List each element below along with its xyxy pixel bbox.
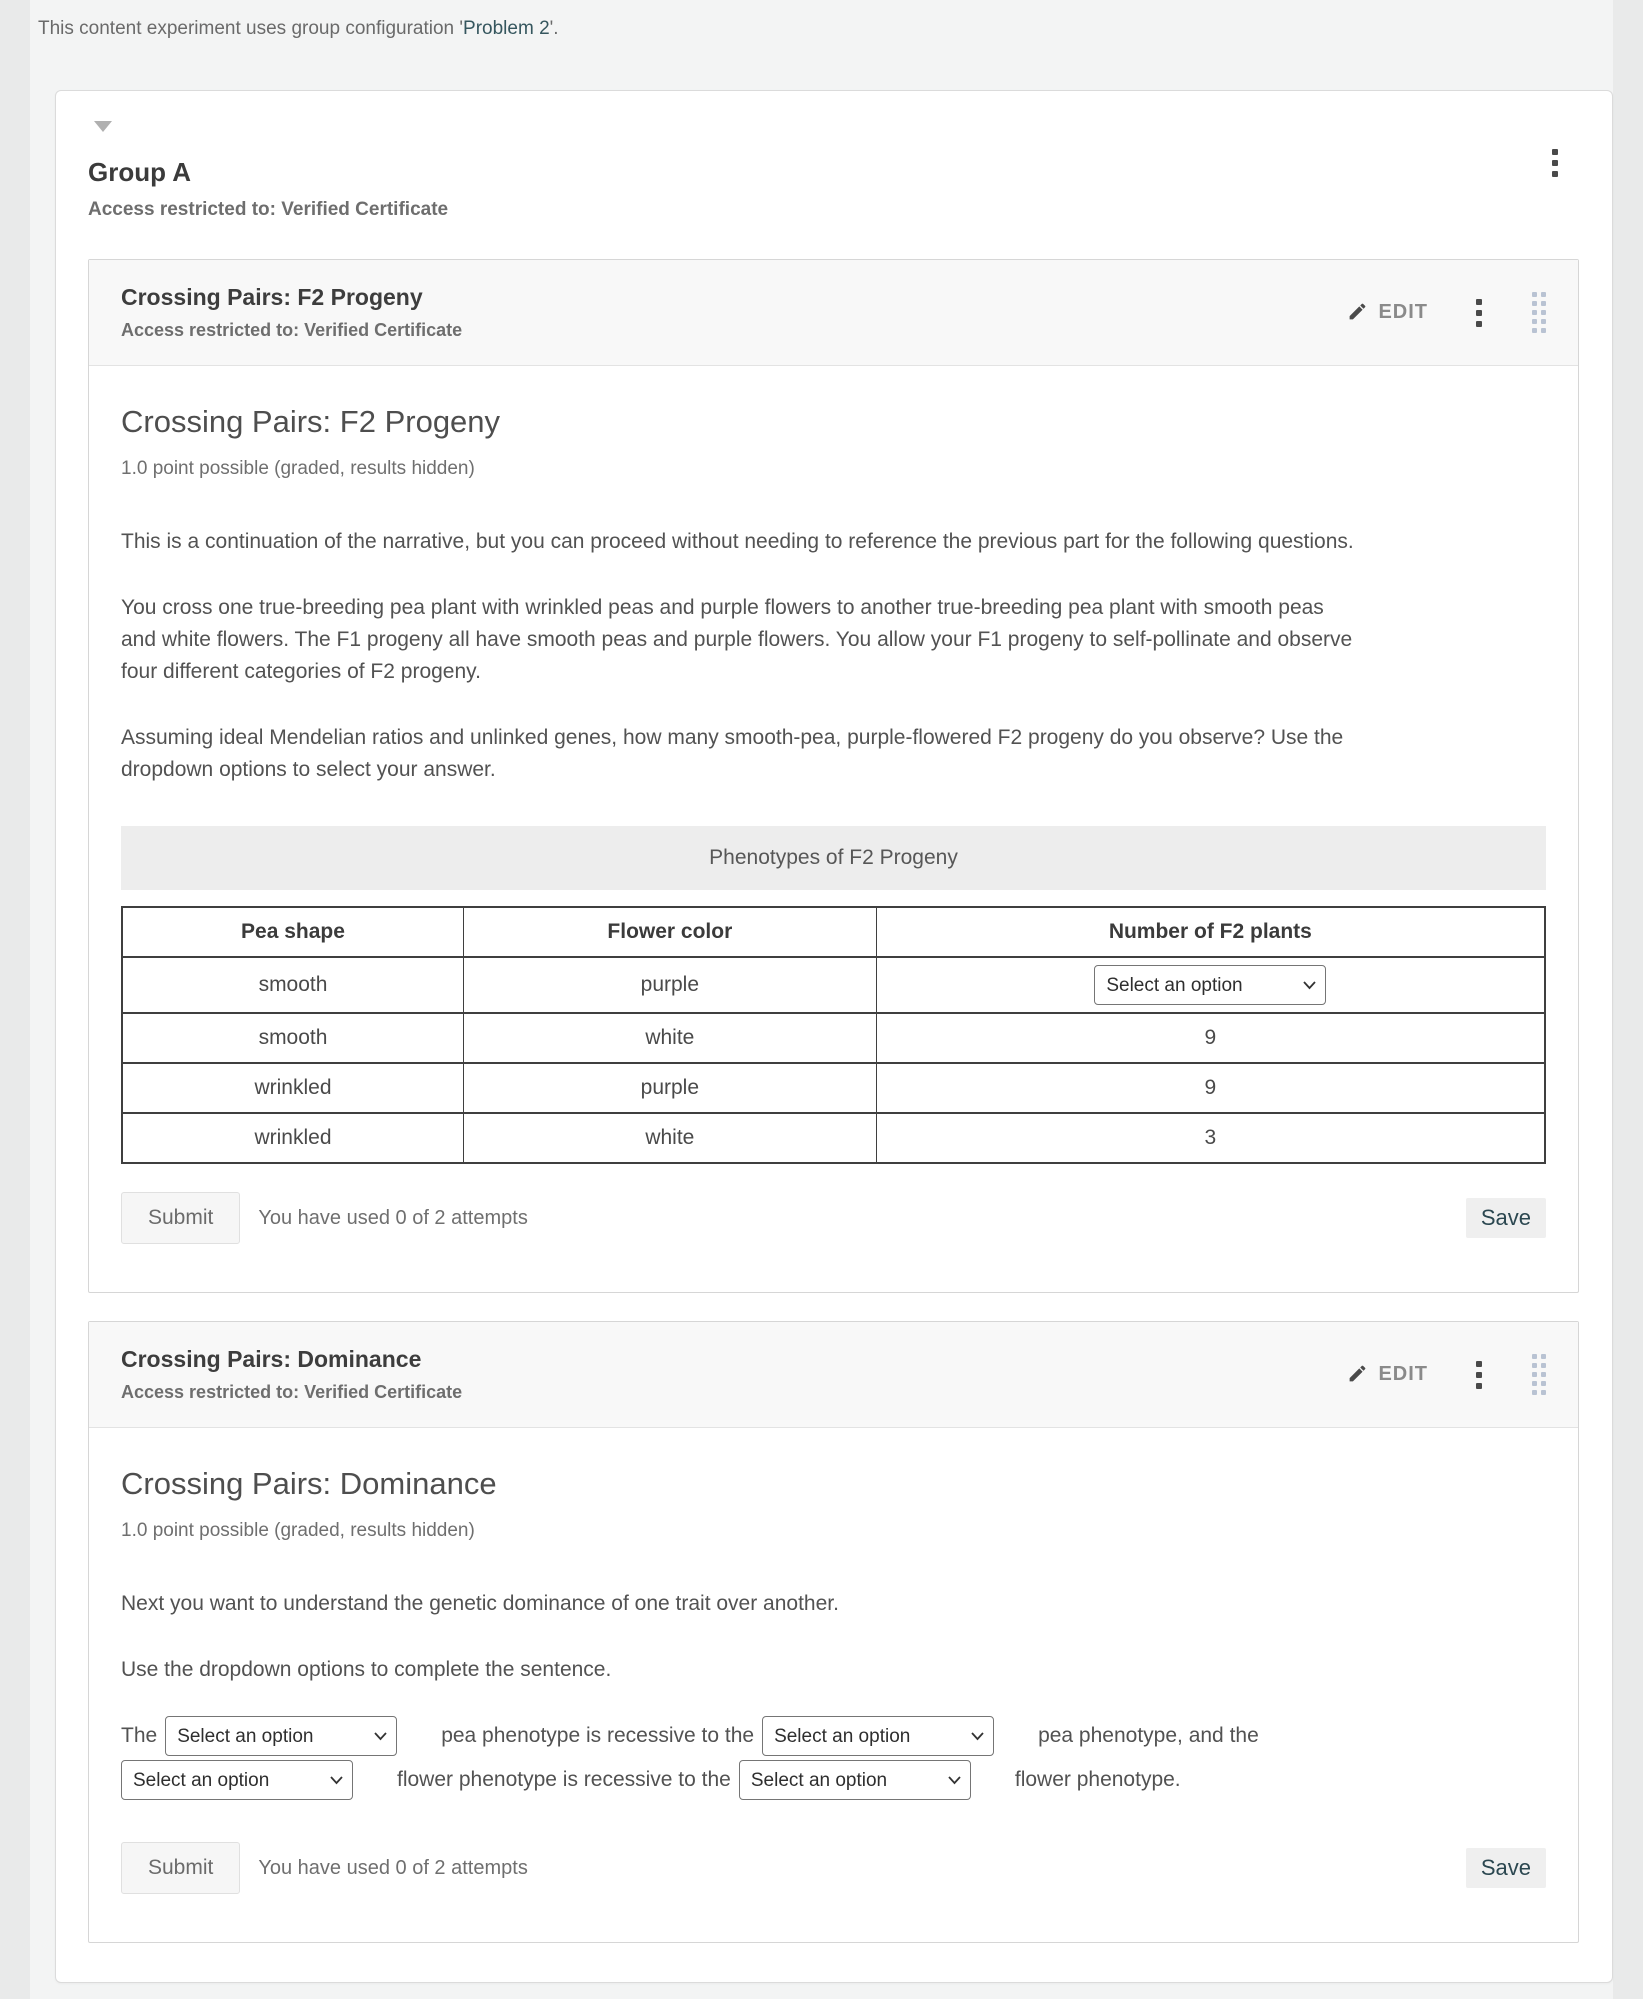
- right-gutter: [1613, 0, 1643, 1999]
- submit-row: [121, 1842, 1546, 1894]
- save-button[interactable]: Save: [1466, 1198, 1546, 1238]
- sentence-text: pea phenotype is recessive to the: [441, 1724, 755, 1747]
- experiment-banner: [38, 18, 559, 40]
- cell-pea-shape: wrinkled: [122, 1113, 464, 1163]
- cell-count: 9: [876, 1013, 1545, 1063]
- table-row: [122, 1013, 1545, 1063]
- attempts-label: You have used 0 of 2 attempts: [258, 1206, 528, 1229]
- problem-title: Crossing Pairs: Dominance: [121, 1346, 422, 1372]
- dominance-sentence: [121, 1714, 1546, 1802]
- kebab-icon: [1552, 149, 1558, 177]
- paragraph: You cross one true-breeding pea plant with wrinkled peas and purple flowers to another true-breeding pea plant with smooth peas and white flowers. The F1 progeny all have smooth peas and purple flowers. You allow your F1 progeny to self-pollinate and observe four different categories of F2 progeny.: [121, 596, 1353, 683]
- left-gutter: [0, 0, 30, 1999]
- pencil-icon: [1347, 1363, 1368, 1387]
- problem-body: [89, 1428, 1578, 1942]
- sentence-line: [121, 1758, 1546, 1802]
- drag-handle[interactable]: [1530, 1352, 1548, 1397]
- cell-count: [876, 957, 1545, 1013]
- column-header-pea-shape: Pea shape: [122, 907, 464, 957]
- banner-text-before: This content experiment uses group configuration ': [38, 18, 464, 39]
- kebab-icon: [1476, 299, 1482, 327]
- table-row: [122, 1113, 1545, 1163]
- points-label: 1.0 point possible (graded, results hidden): [121, 458, 475, 479]
- problem-kebab-menu-button[interactable]: [1472, 295, 1486, 331]
- collapse-chevron-icon[interactable]: [94, 121, 112, 132]
- points-label: 1.0 point possible (graded, results hidden): [121, 1520, 475, 1541]
- sentence-text: pea phenotype, and the: [1038, 1724, 1259, 1747]
- cell-pea-shape: smooth: [122, 1013, 464, 1063]
- problem-header-controls: [1347, 290, 1548, 335]
- cell-flower-color: white: [464, 1013, 877, 1063]
- problem-body-title: Crossing Pairs: F2 Progeny: [121, 404, 501, 439]
- drag-handle[interactable]: [1530, 290, 1548, 335]
- kebab-icon: [1476, 1361, 1482, 1389]
- cell-flower-color: purple: [464, 1063, 877, 1113]
- edit-button[interactable]: [1347, 1363, 1428, 1387]
- paragraph: Assuming ideal Mendelian ratios and unlinked genes, how many smooth-pea, purple-flowered F2 progeny do you observe? Use the dropdown options to select your answer.: [121, 726, 1344, 781]
- edit-label: EDIT: [1378, 301, 1428, 323]
- flower-recessive-select[interactable]: [121, 1760, 353, 1800]
- table-caption: Phenotypes of F2 Progeny: [121, 826, 1546, 890]
- problem-header-titles: [121, 1346, 462, 1403]
- problem-header: [89, 1322, 1578, 1428]
- group-card: [55, 90, 1613, 1983]
- cell-count: 9: [876, 1063, 1545, 1113]
- table-row: [122, 957, 1545, 1013]
- paragraph: This is a continuation of the narrative, but you can proceed without needing to reference the previous part for the following questions.: [121, 530, 1354, 553]
- attempts-label: You have used 0 of 2 attempts: [258, 1856, 528, 1879]
- flower-dominant-select[interactable]: [739, 1760, 971, 1800]
- sentence-line: [121, 1714, 1546, 1758]
- f2-count-select[interactable]: [1094, 965, 1326, 1005]
- problem-header: [89, 260, 1578, 366]
- problem-access-label: Access restricted to: Verified Certificate: [121, 320, 463, 340]
- cell-pea-shape: wrinkled: [122, 1063, 464, 1113]
- problem-header-titles: [121, 284, 462, 341]
- cell-pea-shape: smooth: [122, 957, 464, 1013]
- pencil-icon: [1347, 301, 1368, 325]
- edit-button[interactable]: [1347, 301, 1428, 325]
- problem-title: Crossing Pairs: F2 Progeny: [121, 284, 423, 310]
- problem-block-f2-progeny: [88, 259, 1579, 1293]
- cell-flower-color: purple: [464, 957, 877, 1013]
- banner-group-configuration-link[interactable]: Problem 2: [463, 18, 550, 39]
- save-button[interactable]: Save: [1466, 1848, 1546, 1888]
- edit-label: EDIT: [1378, 1363, 1428, 1385]
- group-title: Group A: [88, 157, 192, 187]
- table-header-row: [122, 907, 1545, 957]
- problem-kebab-menu-button[interactable]: [1472, 1357, 1486, 1393]
- group-kebab-menu-button[interactable]: [1546, 143, 1564, 183]
- cell-count: 3: [876, 1113, 1545, 1163]
- submit-button[interactable]: Submit: [121, 1842, 240, 1894]
- group-access-label: Access restricted to: Verified Certificate: [88, 199, 449, 220]
- f2-progeny-table: [121, 906, 1546, 1164]
- submit-row: [121, 1192, 1546, 1244]
- paragraph: Next you want to understand the genetic dominance of one trait over another.: [121, 1592, 839, 1615]
- pea-recessive-select[interactable]: [165, 1716, 397, 1756]
- table-row: [122, 1063, 1545, 1113]
- column-header-flower-color: Flower color: [464, 907, 877, 957]
- pea-dominant-select[interactable]: [762, 1716, 994, 1756]
- paragraph: Use the dropdown options to complete the sentence.: [121, 1658, 612, 1681]
- problem-access-label: Access restricted to: Verified Certificate: [121, 1382, 463, 1402]
- column-header-number-f2-plants: Number of F2 plants: [876, 907, 1545, 957]
- cell-flower-color: white: [464, 1113, 877, 1163]
- problem-body: [89, 366, 1578, 1292]
- problem-header-controls: [1347, 1352, 1548, 1397]
- sentence-text: flower phenotype is recessive to the: [397, 1768, 731, 1791]
- problem-block-dominance: [88, 1321, 1579, 1943]
- submit-button[interactable]: Submit: [121, 1192, 240, 1244]
- banner-text-after: '.: [549, 18, 559, 39]
- problem-body-title: Crossing Pairs: Dominance: [121, 1466, 497, 1501]
- sentence-text: flower phenotype.: [1014, 1768, 1181, 1791]
- sentence-text: The: [121, 1724, 158, 1747]
